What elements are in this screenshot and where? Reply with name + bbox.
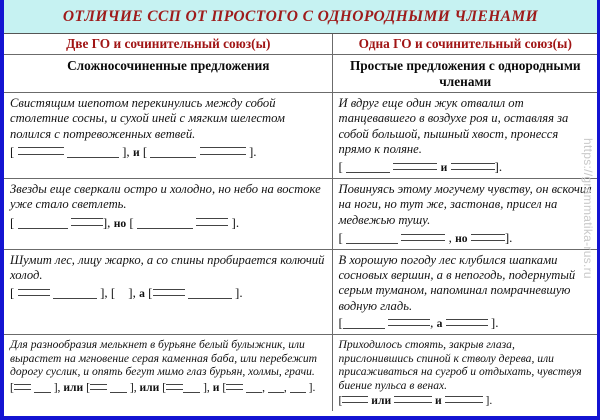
example-cell-left-4	[4, 334, 332, 411]
sentence-scheme: [ ], но [ ].	[10, 214, 240, 230]
example-sentence: Звезды еще сверкали остро и холодно, но небо на востоке уже стало светлеть.	[10, 181, 321, 212]
table-row	[4, 92, 597, 178]
example-cell-left-1	[4, 92, 332, 178]
example-sentence: Свистящим шепотом перекинулись между собой столетние сосны, и сухой иней с мягким шелестом полился с потревоженных ветвей.	[10, 95, 285, 141]
table-header-row-criteria	[4, 34, 597, 54]
conjunction-label: но	[455, 231, 468, 245]
table-row	[4, 178, 597, 249]
sentence-scheme: [ и ].	[338, 159, 503, 175]
conjunction-label: или	[139, 381, 160, 395]
example-sentence: Шумит лес, лицу жарко, а со спины пробирается колючий холод.	[10, 252, 325, 282]
example-sentence: Для разнообразия мелькнет в бурьяне белый булыжник, или вырастет на мгновение серая каменная баба, или перебежит дорогу суслик, и опять бегут мимо глаз бурьян, холмы, грачи.	[10, 337, 318, 379]
conjunction-label: или	[371, 394, 392, 408]
header-right-criteria: Одна ГО и сочинительный союз(ы)	[332, 34, 597, 54]
table-row	[4, 334, 597, 411]
conjunction-label: или	[63, 381, 84, 395]
example-sentence: В хорошую погоду лес клубился шапками сосновых вершин, а в непогодь, подернутый серым туманом, напоминал помрачневшую водную гладь.	[338, 252, 576, 313]
conjunction-label: и	[212, 381, 220, 395]
conjunction-label: и	[440, 161, 448, 175]
conjunction-label: но	[113, 216, 127, 230]
table-row	[4, 249, 597, 334]
example-cell-right-4	[332, 334, 597, 411]
conjunction-label: а	[139, 287, 145, 301]
comparison-table	[4, 34, 597, 411]
page-title: ОТЛИЧИЕ ССП ОТ ПРОСТОГО С ОДНОРОДНЫМИ ЧЛЕНАМИ	[62, 7, 539, 25]
header-right-type: Простые предложения с однородными членами	[332, 54, 597, 92]
conjunction-label: и	[434, 394, 442, 408]
example-cell-right-3	[332, 249, 597, 334]
table-header-row-type	[4, 54, 597, 92]
header-left-type: Сложносочиненные предложения	[4, 54, 332, 92]
example-sentence: Повинуясь этому могучему чувству, он вскочил на ноги, но тут же, застонав, присел на медвежью тушу.	[338, 181, 592, 227]
conjunction-label: и	[132, 145, 140, 159]
sentence-scheme: [ ], или [ ], или [ ], и [ , , ].	[10, 381, 316, 395]
title-bar	[4, 0, 597, 34]
sentence-scheme: [ или и ].	[338, 394, 493, 408]
conjunction-label: а	[436, 317, 443, 331]
sentence-scheme: [ ], и [ ].	[10, 143, 257, 159]
example-sentence: Приходилось стоять, закрыв глаза, прислонившись спиной к стволу дерева, или присаживаться на сугроб и отдыхать, чувствуя биение пульса в венах.	[338, 337, 582, 393]
example-cell-left-3	[4, 249, 332, 334]
example-cell-left-2	[4, 178, 332, 249]
sentence-scheme: [ ], [ ], а [ ].	[10, 285, 243, 301]
sentence-scheme: [ , но ].	[338, 229, 513, 245]
example-cell-right-2	[332, 178, 597, 249]
example-sentence: И вдруг еще один жук отвалил от танцевавшего в воздухе роя и, оставляя за собой большой, пышный хвост, пронесся прямо к поляне.	[338, 95, 569, 156]
example-cell-right-1	[332, 92, 597, 178]
watermark: https://grammatika-rus.ru	[581, 138, 595, 279]
header-left-criteria: Две ГО и сочинительный союз(ы)	[4, 34, 332, 54]
sentence-scheme: [ , а ].	[338, 315, 499, 331]
